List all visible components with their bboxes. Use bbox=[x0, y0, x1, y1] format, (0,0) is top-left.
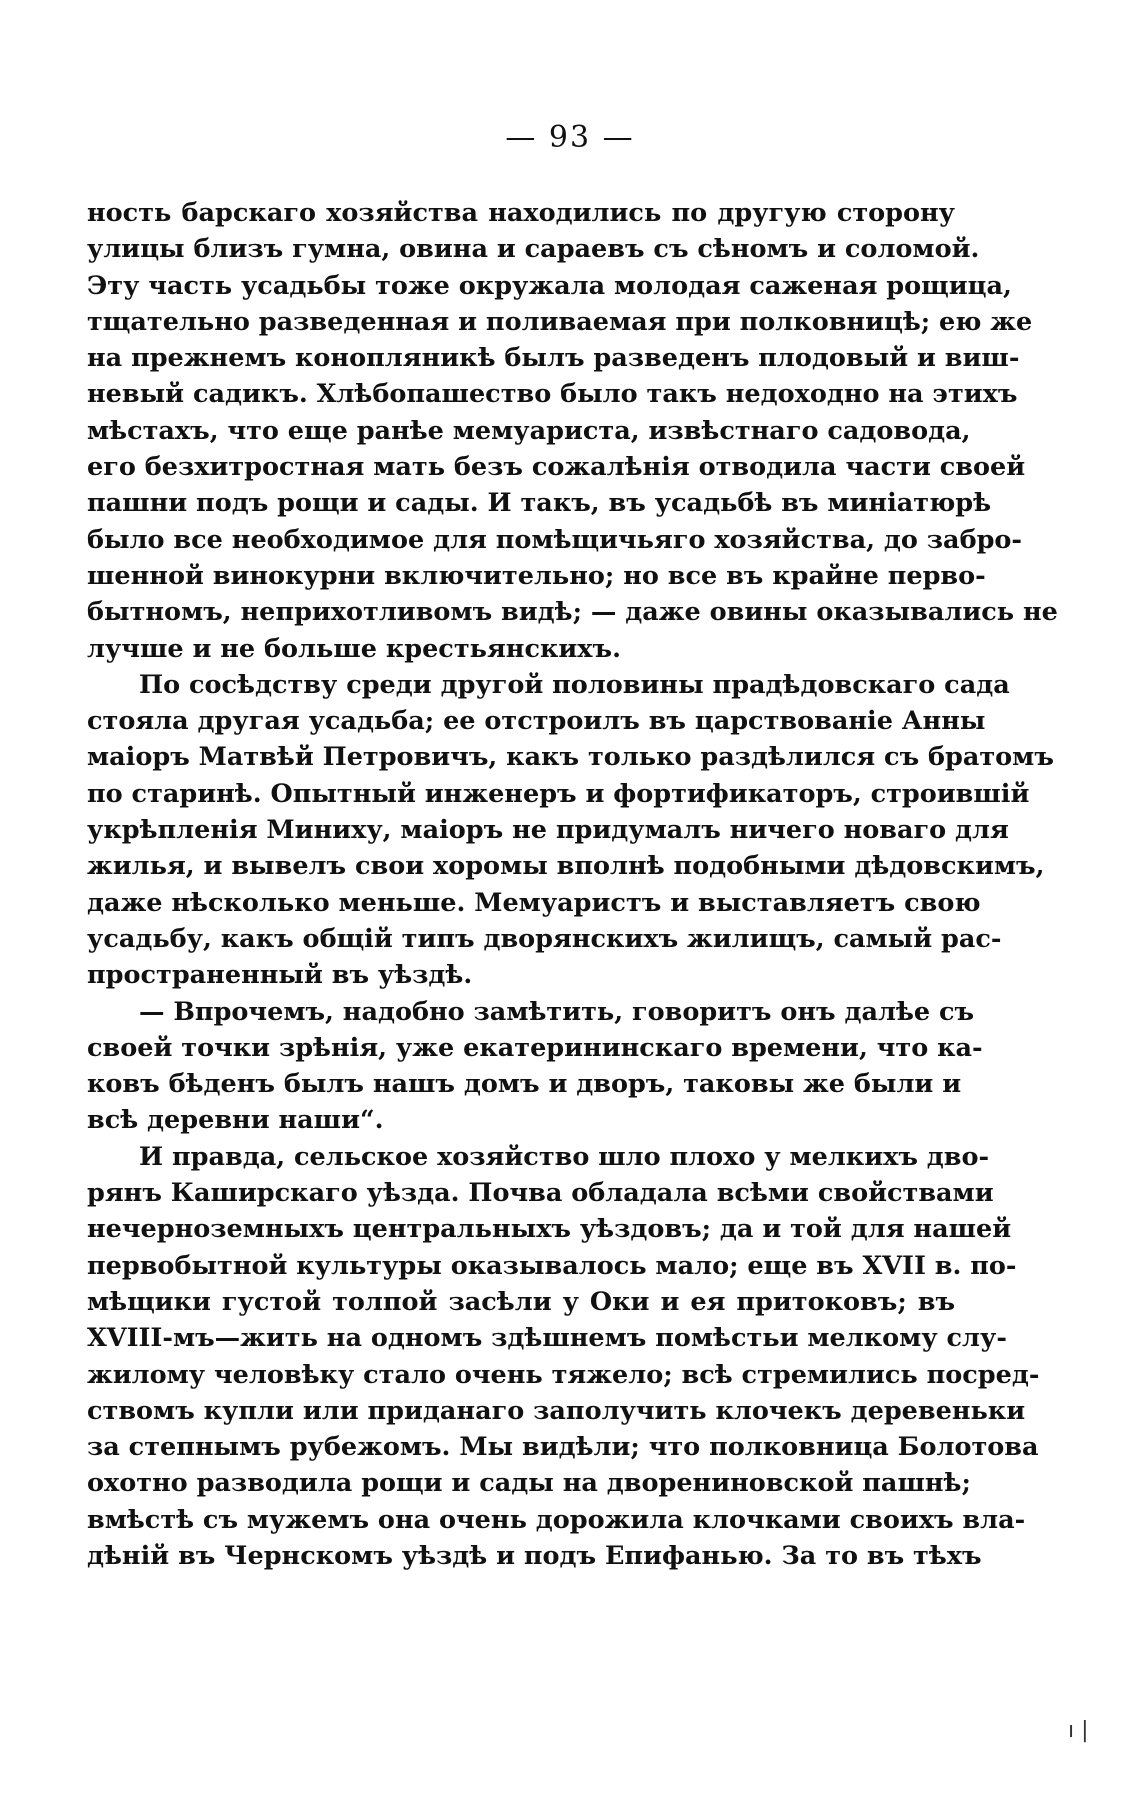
text-line: всѣ деревни наши“. bbox=[87, 1105, 384, 1136]
text-line: мѣстахъ, что еще ранѣе мемуариста, извѣстнаго садовода, bbox=[87, 415, 971, 446]
text-line: пространенный въ уѣздѣ. bbox=[87, 960, 473, 991]
paragraph-4 bbox=[87, 1139, 1040, 1575]
text-line: по старинѣ. Опытный инженеръ и фортификаторъ, строившій bbox=[87, 778, 1030, 809]
text-line: ность барскаго хозяйства находились по другую сторону bbox=[87, 198, 955, 228]
text-line: шенной винокурни включительно; но все въ крайне перво- bbox=[87, 560, 986, 591]
paragraph-2 bbox=[87, 667, 1054, 994]
paragraph-3 bbox=[87, 994, 983, 1139]
text-line: И правда, сельское хозяйство шло плохо у мелкихъ дво- bbox=[139, 1141, 990, 1172]
corner-scan-marks: ı | bbox=[1068, 1718, 1089, 1743]
text-line: тщательно разведенная и поливаемая при полковницѣ; ею же bbox=[87, 306, 1033, 337]
text-line: жилья, и вывелъ свои хоромы вполнѣ подобными дѣдовскимъ, bbox=[87, 851, 1045, 882]
text-line: ствомъ купли или приданаго заполучить клочекъ деревеньки bbox=[87, 1395, 1026, 1426]
text-line: охотно разводила рощи и сады на двоpениновской пашнѣ; bbox=[87, 1468, 971, 1499]
text-line: рянъ Каширскаго уѣзда. Почва обладала всѣми свойствами bbox=[87, 1178, 994, 1209]
text-line: на прежнемъ конопляникѣ былъ разведенъ плодовый и виш- bbox=[87, 343, 1020, 374]
text-line: пашни подъ рощи и сады. И такъ, въ усадьбѣ въ миніатюрѣ bbox=[87, 488, 992, 519]
text-line: жилому человѣку стало очень тяжело; всѣ стремились посред- bbox=[87, 1359, 1040, 1390]
text-line: бытномъ, неприхотливомъ видѣ; — даже овины оказывались не bbox=[87, 597, 1058, 628]
text-line: стояла другая усадьба; ее отстроилъ въ царствованіе Анны bbox=[87, 706, 986, 737]
text-line: По сосѣдству среди другой половины прадѣдовскаго сада bbox=[139, 669, 1010, 700]
text-line: было все необходимое для помѣщичьяго хозяйства, до забро- bbox=[87, 524, 1023, 555]
text-line: маіоръ Матвѣй Петровичъ, какъ только раздѣлился съ братомъ bbox=[87, 742, 1054, 773]
text-line: лучше и не больше крестьянскихъ. bbox=[87, 633, 621, 664]
text-line: нечерноземныхъ центральныхъ уѣздовъ; да и той для нашей bbox=[87, 1214, 1012, 1245]
page-number: — 93 — bbox=[505, 120, 635, 155]
text-line: Эту часть усадьбы тоже окружала молодая саженая рощица, bbox=[87, 270, 1012, 301]
text-line: невый садикъ. Хлѣбопашество было такъ недоходно на этихъ bbox=[87, 379, 1018, 410]
text-line: ковъ бѣденъ былъ нашъ домъ и дворъ, таковы же были и bbox=[87, 1069, 962, 1100]
text-line: усадьбу, какъ общій типъ дворянскихъ жилищъ, самый рас- bbox=[87, 923, 1002, 954]
text-line: его безхитростная мать безъ сожалѣнія отводила части своей bbox=[87, 452, 1026, 483]
body-text bbox=[87, 195, 1058, 1574]
text-line: за степнымъ рубежомъ. Мы видѣли; что полковница Болотова bbox=[87, 1432, 1039, 1463]
text-line: даже нѣсколько меньше. Мемуаристъ и выставляетъ свою bbox=[87, 887, 981, 918]
text-line: укрѣпленія Миниху, маіоръ не придумалъ ничего новаго для bbox=[87, 815, 1009, 846]
text-line: первобытной культуры оказывалось мало; еще въ XVII в. по- bbox=[87, 1250, 1017, 1281]
text-line: XVIII-мъ—жить на одномъ здѣшнемъ помѣстьи мелкому слу- bbox=[87, 1323, 1007, 1354]
text-line: дѣній въ Чернскомъ уѣздѣ и подъ Епифанью. За то въ тѣхъ bbox=[87, 1540, 982, 1571]
paragraph-1 bbox=[87, 195, 1058, 667]
text-line: улицы близъ гумна, овина и сараевъ съ сѣномъ и соломой. bbox=[87, 234, 980, 265]
text-line: вмѣстѣ съ мужемъ она очень дорожила клочками своихъ вла- bbox=[87, 1504, 1026, 1535]
text-line: — Впрочемъ, надобно замѣтить, говоритъ онъ далѣе съ bbox=[139, 996, 975, 1027]
text-line: мѣщики густой толпой засѣли у Оки и ея притоковъ; въ bbox=[87, 1286, 955, 1317]
text-line: своей точки зрѣнія, уже екатерининскаго времени, что ка- bbox=[87, 1032, 983, 1063]
